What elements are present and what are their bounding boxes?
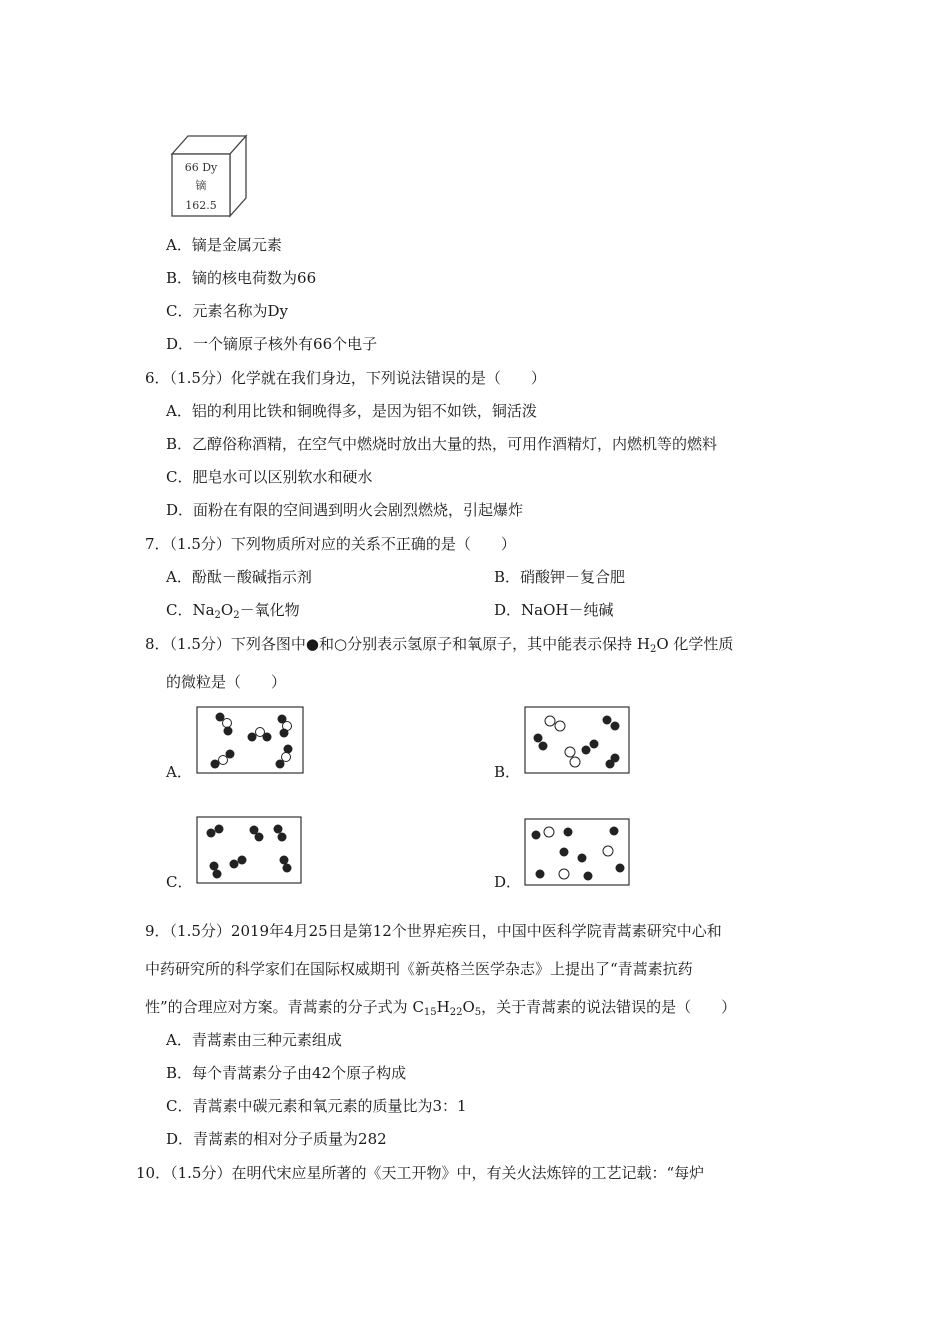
q8-stem-line1 [145, 634, 733, 654]
q7-c-sub1: 2 [214, 610, 221, 621]
q8-option-d-label[interactable]: D． [494, 873, 522, 891]
q6-option-a[interactable]: A．铝的利用比铁和铜晚得多，是因为铝不如铁，铜活泼 [166, 402, 537, 420]
element-card [164, 128, 254, 224]
q8-diagram-c[interactable] [196, 816, 302, 884]
q9-option-b[interactable]: B．每个青蒿素分子由42个原子构成 [166, 1064, 407, 1082]
q9-sub3: 5 [474, 1007, 482, 1018]
q6-option-d[interactable]: D．面粉在有限的空间遇到明火会剧烈燃烧，引起爆炸 [166, 501, 524, 519]
q9-sub2: 22 [449, 1007, 463, 1018]
q5-option-c[interactable]: C．元素名称为Dy [166, 302, 288, 320]
q7-c-sub2: 2 [233, 610, 240, 621]
q9-line3-part2: ，关于青蒿素的说法错误的是（ ） [481, 998, 737, 1016]
q9-stem-line3 [145, 997, 736, 1017]
q5-option-a[interactable]: A．镝是金属元素 [166, 236, 282, 254]
q8-stem-sub: 2 [649, 644, 657, 655]
q8-stem-part1: 8．（1.5分）下列各图中●和○分别表示氢原子和氧原子，其中能表示保持 H [145, 635, 650, 653]
q9-option-c[interactable]: C．青蒿素中碳元素和氧元素的质量比为3：1 [166, 1097, 467, 1115]
q9-option-a[interactable]: A．青蒿素由三种元素组成 [166, 1031, 342, 1049]
element-name: 镝 [195, 179, 207, 192]
q9-option-d[interactable]: D．青蒿素的相对分子质量为282 [166, 1130, 387, 1148]
q7-c-mid: O [220, 601, 234, 619]
q5-option-d[interactable]: D．一个镝原子核外有66个电子 [166, 335, 378, 353]
q9-h: H [436, 998, 450, 1016]
q9-stem-line1: 9．（1.5分）2019年4月25日是第12个世界疟疾日，中国中医科学院青蒿素研究中心和 [145, 922, 722, 940]
q7-c-suffix: －氧化物 [239, 601, 300, 619]
q9-o: O [462, 998, 475, 1016]
q7-option-c[interactable] [166, 600, 300, 620]
q8-option-a-label[interactable]: A． [166, 763, 192, 781]
q7-stem: 7．（1.5分）下列物质所对应的关系不正确的是（ ） [145, 535, 516, 553]
element-number-symbol: 66 Dy [184, 161, 218, 174]
q8-option-c-label[interactable]: C． [166, 873, 193, 891]
q7-option-b[interactable]: B．硝酸钾－复合肥 [494, 568, 626, 586]
q5-option-b[interactable]: B．镝的核电荷数为66 [166, 269, 317, 287]
q6-option-c[interactable]: C．肥皂水可以区别软水和硬水 [166, 468, 373, 486]
q10-stem: 10．（1.5分）在明代宋应星所著的《天工开物》中，有关火法炼锌的工艺记载：“每炉 [136, 1164, 705, 1182]
q9-line3-part1: 性”的合理应对方案。青蒿素的分子式为 C [145, 998, 424, 1016]
q8-diagram-a[interactable] [196, 706, 304, 774]
q8-diagram-d[interactable] [524, 818, 630, 886]
q8-option-b-label[interactable]: B． [494, 763, 521, 781]
element-mass: 162.5 [185, 199, 217, 212]
q6-option-b[interactable]: B．乙醇俗称酒精，在空气中燃烧时放出大量的热，可用作酒精灯，内燃机等的燃料 [166, 435, 718, 453]
q9-sub1: 15 [423, 1007, 437, 1018]
q9-stem-line2: 中药研究所的科学家们在国际权威期刊《新英格兰医学杂志》上提出了“青蒿素抗药 [145, 960, 693, 978]
q8-diagram-b[interactable] [524, 706, 630, 774]
q6-stem: 6．（1.5分）化学就在我们身边，下列说法错误的是（ ） [145, 369, 546, 387]
q7-option-a[interactable]: A．酚酞－酸碱指示剂 [166, 568, 312, 586]
q8-stem-part2: O 化学性质 [656, 635, 734, 653]
q8-stem-line2: 的微粒是（ ） [166, 673, 287, 691]
q7-c-prefix: C．Na [166, 601, 215, 619]
q7-option-d[interactable]: D．NaOH－纯碱 [494, 601, 614, 619]
